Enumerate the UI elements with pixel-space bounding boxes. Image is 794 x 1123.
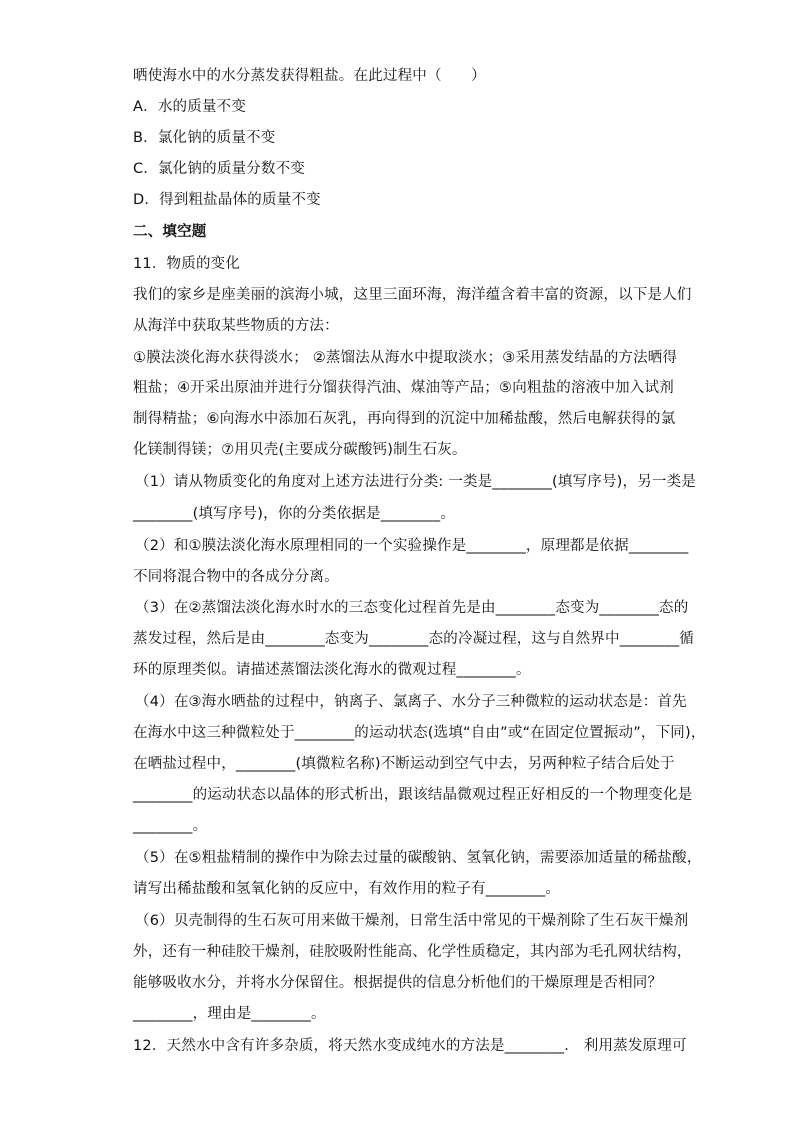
q11-sub-6: （6）贝壳制得的生石灰可用来做干燥剂，日常生活中常见的干燥剂除了生石灰干燥剂 [135,913,689,929]
q10-option-d: D．得到粗盐晶体的质量不变 [133,192,321,208]
q11-sub-3-cont: 环的原理类似。请描述蒸馏法淡化海水的微观过程________。 [133,662,531,678]
q11-sub-6-cont: ________，理由是________。 [133,1006,326,1022]
q11-sub-3: （3）在②蒸馏法淡化海水时水的三态变化过程首先是由________态变为________态的 [135,600,689,616]
section-heading: 二、填空题 [133,224,207,240]
q11-intro-line: 化镁制得镁；⑦用贝壳(主要成分碳酸钙)制生石灰。 [133,442,467,458]
q11-sub-2-cont: 不同将混合物中的各成分分离。 [133,569,339,585]
q11-sub-4-cont: 在晒盐过程中，________(填微粒名称)不断运动到空气中去，另两种粒子结合后处于 [133,756,675,772]
q11-sub-4-cont: 在海水中这三种微粒处于________的运动状态(选填“自由”或“在固定位置振动”，下同)， [133,725,706,741]
q11-sub-6-cont: 外，还有一种硅胶干燥剂，硅胶吸附性能高、化学性质稳定，其内部为毛孔网状结构， [133,944,692,960]
q11-intro-line: 粗盐；④开采出原油并进行分馏获得汽油、煤油等产品；⑤向粗盐的溶液中加入试剂 [133,380,674,396]
q11-sub-4: （4）在③海水晒盐的过程中，钠离子、氯离子、水分子三种微粒的运动状态是：首先 [135,694,687,710]
q12-line: 12．天然水中含有许多杂质，将天然水变成纯水的方法是________． 利用蒸发原理可 [133,1038,687,1054]
q10-option-c: C．氯化钠的质量分数不变 [133,161,306,177]
q10-option-a: A．水的质量不变 [133,99,247,115]
q11-sub-5: （5）在⑤粗盐精制的操作中为除去过量的碳酸钠、氢氧化钠，需要添加适量的稀盐酸， [135,850,702,866]
q11-sub-4-cont: ________的运动状态以晶体的形式析出，跟该结晶微观过程正好相反的一个物理变化是 [133,787,693,803]
q11-intro-line: 我们的家乡是座美丽的滨海小城，这里三面环海，海洋蕴含着丰富的资源，以下是人们 [133,287,692,303]
q10-option-b: B．氯化钠的质量不变 [133,130,276,146]
q11-intro-line: ①膜法淡化海水获得淡水； ②蒸馏法从海水中提取淡水；③采用蒸发结晶的方法晒得 [133,350,678,366]
q11-intro-line: 制得精盐；⑥向海水中添加石灰乳，再向得到的沉淀中加稀盐酸，然后电解获得的氯 [133,411,676,427]
q11-title: 11．物质的变化 [133,256,241,272]
q11-sub-1: （1）请从物质变化的角度对上述方法进行分类: 一类是________(填写序号)，另一类是 [135,474,697,490]
q11-sub-4-cont: ________。 [133,818,208,834]
q11-intro-line: 从海洋中获取某些物质的方法： [133,318,339,334]
q10-stem: 晒使海水中的水分蒸发获得粗盐。在此过程中（ ） [133,68,486,84]
q11-sub-1-cont: ________(填写序号)，你的分类依据是________。 [133,506,456,522]
q11-sub-3-cont: 蒸发过程，然后是由________态变为________态的冷凝过程，这与自然界中________循 [133,631,694,647]
q11-sub-6-cont: 能够吸收水分，并将水分保留住。根据提供的信息分析他们的干燥原理是否相同？ [133,975,663,991]
q11-sub-5-cont: 请写出稀盐酸和氢氧化钠的反应中，有效作用的粒子有________。 [133,881,561,897]
q11-sub-2: （2）和①膜法淡化海水原理相同的一个实验操作是________，原理都是依据________ [135,538,689,554]
